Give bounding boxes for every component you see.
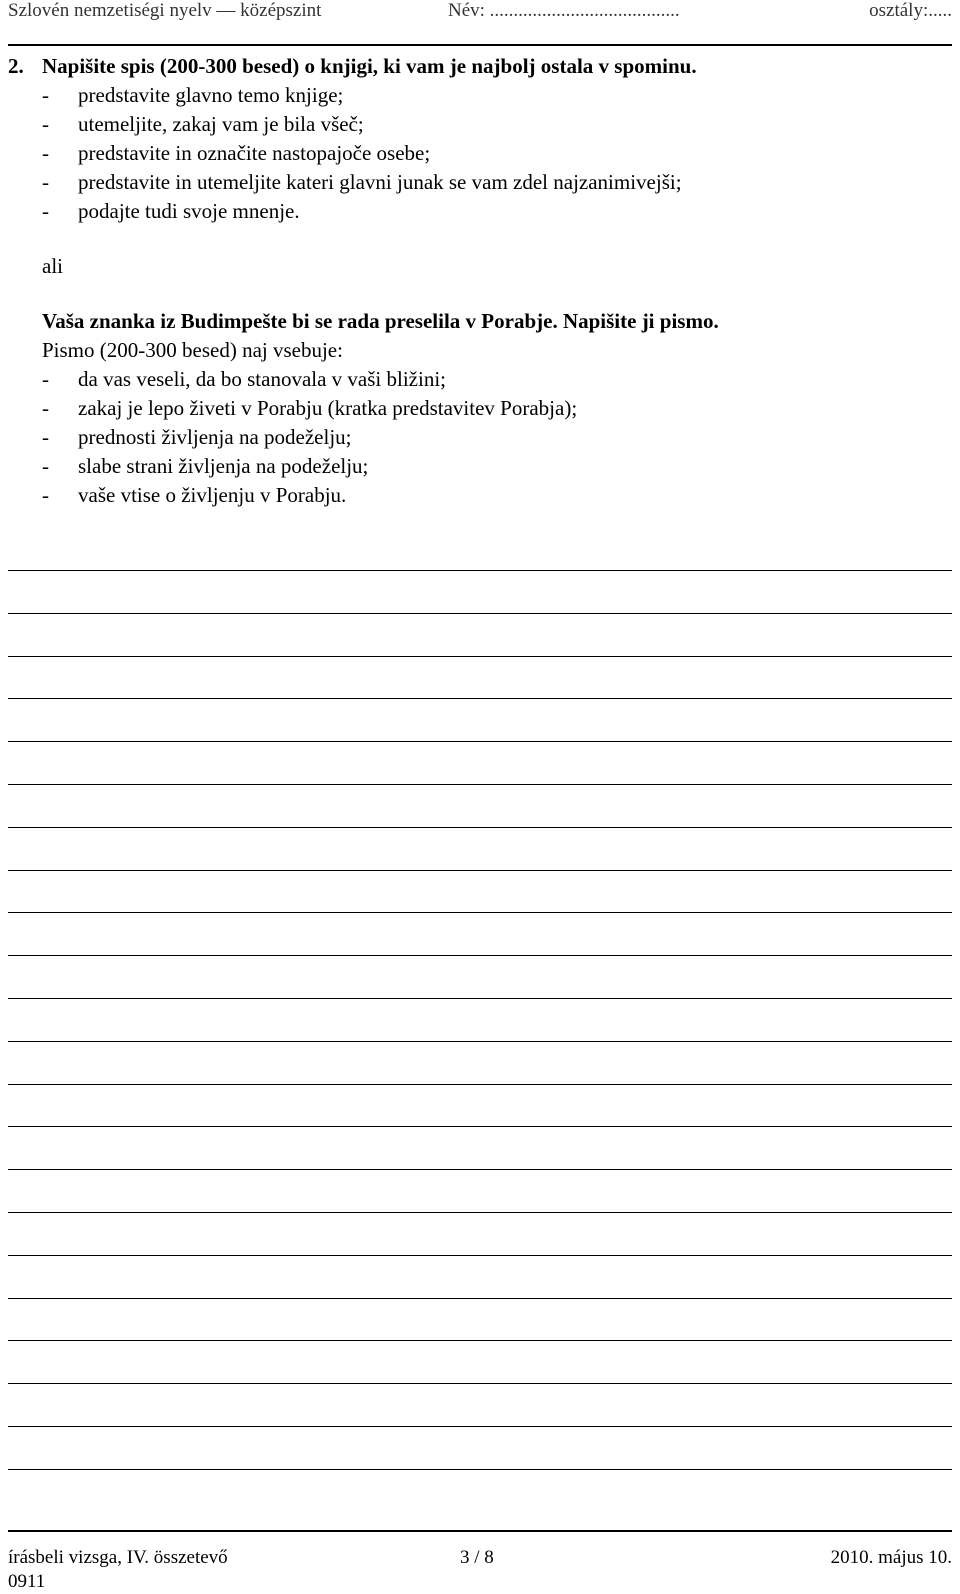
answer-line[interactable] xyxy=(8,657,952,700)
bullet-b-text: slabe strani življenja na podeželju; xyxy=(78,454,369,478)
alt-task-title: Vaša znanka iz Budimpešte bi se rada preselila v Porabje. Napišite ji pismo. xyxy=(42,309,719,333)
bullet-b-text: vaše vtise o življenju v Porabju. xyxy=(78,483,347,507)
answer-line[interactable] xyxy=(8,871,952,914)
task-title: Napišite spis (200-300 besed) o knjigi, ki vam je najbolj ostala v spominu. xyxy=(42,54,697,78)
answer-line[interactable] xyxy=(8,1256,952,1299)
bullet-b-item xyxy=(42,423,952,452)
page-header xyxy=(8,0,952,46)
answer-line[interactable] xyxy=(8,571,952,614)
footer-exam-part: írásbeli vizsga, IV. összetevő xyxy=(8,1547,228,1568)
answer-line[interactable] xyxy=(8,742,952,785)
task-number: 2. xyxy=(8,54,24,78)
bullet-a-item xyxy=(42,81,952,110)
bullet-dash: - xyxy=(42,367,49,391)
bullet-dash: - xyxy=(42,112,49,136)
bullet-a-item xyxy=(42,197,952,226)
bullet-a-item xyxy=(42,139,952,168)
header-name-field: Név: ........................................ xyxy=(448,0,680,21)
answer-line[interactable] xyxy=(8,785,952,828)
header-subject: Szlovén nemzetiségi nyelv — középszint xyxy=(8,0,322,21)
answer-line[interactable] xyxy=(8,828,952,871)
answer-line[interactable] xyxy=(8,1170,952,1213)
answer-line[interactable] xyxy=(8,699,952,742)
footer-code: 0911 xyxy=(8,1571,46,1592)
bullet-dash: - xyxy=(42,425,49,449)
task-2 xyxy=(8,52,952,510)
answer-line[interactable] xyxy=(8,913,952,956)
bullet-b-text: zakaj je lepo živeti v Porabju (kratka predstavitev Porabja); xyxy=(78,396,578,420)
answer-line[interactable] xyxy=(8,1213,952,1256)
bullet-dash: - xyxy=(42,199,49,223)
bullet-b-item xyxy=(42,481,952,510)
bullet-dash: - xyxy=(42,483,49,507)
answer-line[interactable] xyxy=(8,1127,952,1170)
answer-line[interactable] xyxy=(8,1042,952,1085)
answer-line[interactable] xyxy=(8,1427,952,1470)
alt-task-intro: Pismo (200-300 besed) naj vsebuje: xyxy=(42,338,343,362)
or-label: ali xyxy=(42,254,63,278)
bullet-a-text: predstavite in utemeljite kateri glavni junak se vam zdel najzanimivejši; xyxy=(78,170,682,194)
answer-line[interactable] xyxy=(8,956,952,999)
bullet-dash: - xyxy=(42,454,49,478)
bullet-a-text: predstavite glavno temo knjige; xyxy=(78,83,344,107)
bullet-list-a xyxy=(8,81,952,226)
bullet-dash: - xyxy=(42,141,49,165)
bullet-b-text: da vas veseli, da bo stanovala v vaši bližini; xyxy=(78,367,446,391)
answer-line[interactable] xyxy=(8,1384,952,1427)
footer-page-number: 3 / 8 xyxy=(460,1547,494,1568)
bullet-a-text: utemeljite, zakaj vam je bila všeč; xyxy=(78,112,364,136)
answer-line[interactable] xyxy=(8,1341,952,1384)
bullet-a-text: podajte tudi svoje mnenje. xyxy=(78,199,300,223)
answer-line[interactable] xyxy=(8,614,952,657)
bullet-dash: - xyxy=(42,83,49,107)
spacer xyxy=(42,281,952,307)
bullet-b-item xyxy=(42,365,952,394)
spacer xyxy=(42,226,952,252)
answer-lines[interactable] xyxy=(8,570,952,1470)
answer-line[interactable] xyxy=(8,1085,952,1128)
bullet-b-text: prednosti življenja na podeželju; xyxy=(78,425,352,449)
task-body xyxy=(42,52,952,510)
bullet-list-b xyxy=(42,365,952,510)
footer-date: 2010. május 10. xyxy=(830,1547,952,1568)
bullet-a-item xyxy=(42,168,952,197)
bullet-dash: - xyxy=(42,396,49,420)
bullet-dash: - xyxy=(42,170,49,194)
bullet-b-item xyxy=(42,452,952,481)
page-footer xyxy=(8,1530,952,1592)
answer-line[interactable] xyxy=(8,1299,952,1342)
header-class-field: osztály:..... xyxy=(869,0,952,21)
bullet-a-item xyxy=(42,110,952,139)
bullet-b-item xyxy=(42,394,952,423)
bullet-a-text: predstavite in označite nastopajoče osebe; xyxy=(78,141,431,165)
answer-line[interactable] xyxy=(8,999,952,1042)
